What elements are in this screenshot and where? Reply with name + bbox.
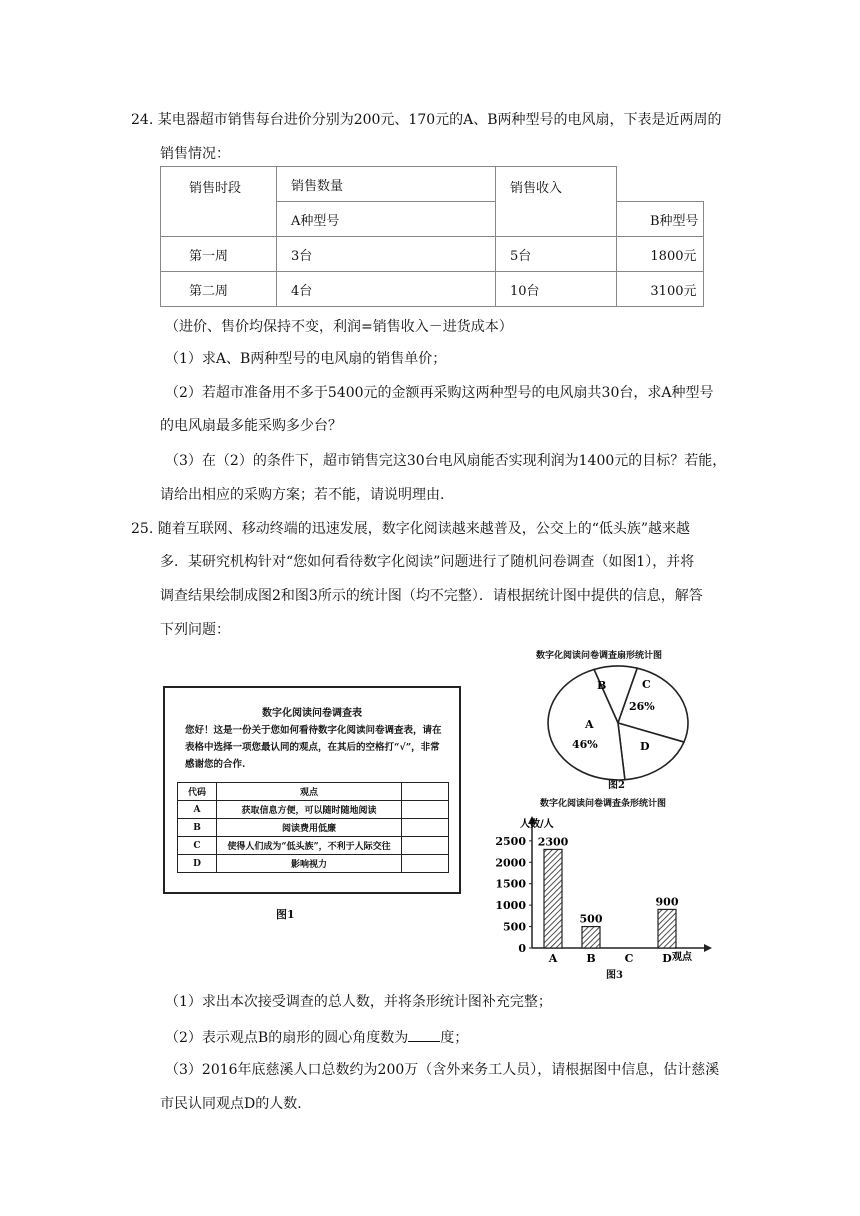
q25-line4: 下列问题：: [160, 622, 230, 638]
row-view: 阅读费用低廉: [217, 819, 402, 837]
table-row: [161, 237, 704, 272]
row-b: 5台: [496, 237, 617, 272]
pie-label-c: C: [642, 678, 651, 691]
table-row: [161, 272, 704, 307]
answer-blank: [408, 1027, 440, 1042]
bar-title: 数字化阅读问卷调查条形统计图: [540, 799, 667, 809]
pie-pct-a: 46%: [572, 738, 598, 751]
row-a: 3台: [277, 237, 496, 272]
q25-part2-unit: 度；: [440, 1030, 469, 1046]
header-period: 销售时段: [161, 167, 277, 237]
row-period: 第二周: [161, 272, 277, 307]
pie-label-a: A: [585, 718, 594, 731]
row-b: 10台: [496, 272, 617, 307]
row-revenue: 3100元: [617, 272, 704, 307]
row-code: A: [178, 801, 217, 819]
table-row: [178, 819, 449, 837]
bar-data-label: 2300: [537, 835, 569, 849]
q25-part3a: （3）2016年底慈溪人口总数约为200万（含外来务工人员），请根据图中信息，估计慈溪: [165, 1062, 720, 1078]
header-type-a: A种型号: [277, 202, 496, 237]
q24-part2a: （2）若超市准备用不多于5400元的金额再采购这两种型号的电风扇共30台，求A种型号: [165, 385, 714, 401]
bar-a: [544, 849, 562, 948]
pie-label-d: D: [640, 740, 650, 753]
header-quantity: 销售数量: [277, 167, 496, 202]
q24-part1: （1）求A、B两种型号的电风扇的销售单价；: [165, 351, 447, 367]
q25-part3b: 市民认同观点D的人数.: [160, 1096, 302, 1112]
x-tick-label: A: [548, 952, 558, 965]
y-tick-label: 2000: [495, 856, 526, 870]
header-view: 观点: [217, 783, 402, 801]
row-period: 第一周: [161, 237, 277, 272]
bar-data-label: 900: [655, 895, 679, 909]
x-tick-label: D: [662, 952, 672, 965]
y-tick-label: 1000: [495, 899, 526, 913]
row-view: 使得人们成为“低头族”，不利于人际交往: [217, 837, 402, 855]
figure1-caption: 图1: [276, 908, 295, 921]
bar-ylabel: 人数/人: [520, 819, 554, 830]
q25-line2: 多．某研究机构针对“您如何看待数字化阅读”问题进行了随机问卷调查（如图1），并将: [160, 554, 695, 570]
pie-label-b: B: [597, 679, 607, 692]
x-tick-label: B: [586, 952, 596, 965]
q24-line1: 24. 某电器超市销售每台进价分别为200元、170元的A、B两种型号的电风扇，下表是近两周的: [131, 112, 722, 128]
y-tick-label: 2500: [495, 834, 526, 848]
q25-part2-text: （2）表示观点B的扇形的圆心角度数为: [165, 1030, 409, 1046]
questionnaire-intro: 您好！这是一份关于您如何看待数字化阅读问卷调查表，请在表格中选择一项您最认同的观点，在其后的空格打“√”，非常感谢您的合作.: [185, 725, 442, 770]
figure3-caption: 图3: [606, 970, 623, 981]
x-axis-arrow: [704, 944, 712, 952]
pie-chart: [540, 660, 700, 790]
bar-xlabel: 观点: [672, 952, 692, 963]
figure2-caption: 图2: [608, 780, 625, 791]
sales-table: [160, 166, 704, 307]
row-code: C: [178, 837, 217, 855]
q24-part3b: 请给出相应的采购方案；若不能，请说明理由.: [160, 487, 445, 503]
q24-part2b: 的电风扇最多能采购多少台？: [160, 418, 342, 434]
bar-chart: [484, 810, 720, 968]
q25-line1: 25. 随着互联网、移动终端的迅速发展，数字化阅读越来越普及，公交上的“低头族”越来越: [131, 521, 691, 537]
row-code: B: [178, 819, 217, 837]
row-code: D: [178, 855, 217, 873]
bar-marks: [495, 816, 712, 965]
y-tick-label: 0: [518, 942, 526, 955]
q24-note: （进价、售价均保持不变，利润=销售收入－进货成本）: [165, 319, 513, 335]
table-row: [178, 837, 449, 855]
q25-part1: （1）求出本次接受调查的总人数，并将条形统计图补充完整；: [165, 994, 552, 1010]
header-code: 代码: [178, 783, 217, 801]
row-view: 获取信息方便，可以随时随地阅读: [217, 801, 402, 819]
q24-line2: 销售情况：: [160, 146, 230, 162]
y-tick-label: 500: [503, 920, 526, 934]
row-view: 影响视力: [217, 855, 402, 873]
bar-data-label: 500: [579, 912, 603, 926]
x-tick-label: C: [624, 952, 634, 965]
questionnaire-figure: [163, 686, 461, 894]
y-tick-label: 1500: [495, 877, 526, 891]
table-row: [178, 801, 449, 819]
q25-line3: 调查结果绘制成图2和图3所示的统计图（均不完整）．请根据统计图中提供的信息，解答: [160, 588, 703, 604]
q24-part3a: （3）在（2）的条件下，超市销售完这30台电风扇能否实现利润为1400元的目标？若能，: [165, 453, 727, 469]
bar-b: [582, 927, 600, 948]
questionnaire-title: 数字化阅读问卷调查表: [262, 708, 362, 719]
pie-title: 数字化阅读问卷调查扇形统计图: [536, 651, 663, 661]
table-row: [178, 855, 449, 873]
row-a: 4台: [277, 272, 496, 307]
questionnaire-table: [177, 782, 449, 873]
pie-pct-c: 26%: [629, 700, 655, 713]
q25-part2: [165, 1027, 468, 1047]
row-revenue: 1800元: [617, 237, 704, 272]
pie-slices: [548, 666, 688, 780]
header-revenue: 销售收入: [496, 167, 617, 237]
bar-d: [658, 909, 676, 948]
header-type-b: B种型号: [617, 202, 704, 237]
